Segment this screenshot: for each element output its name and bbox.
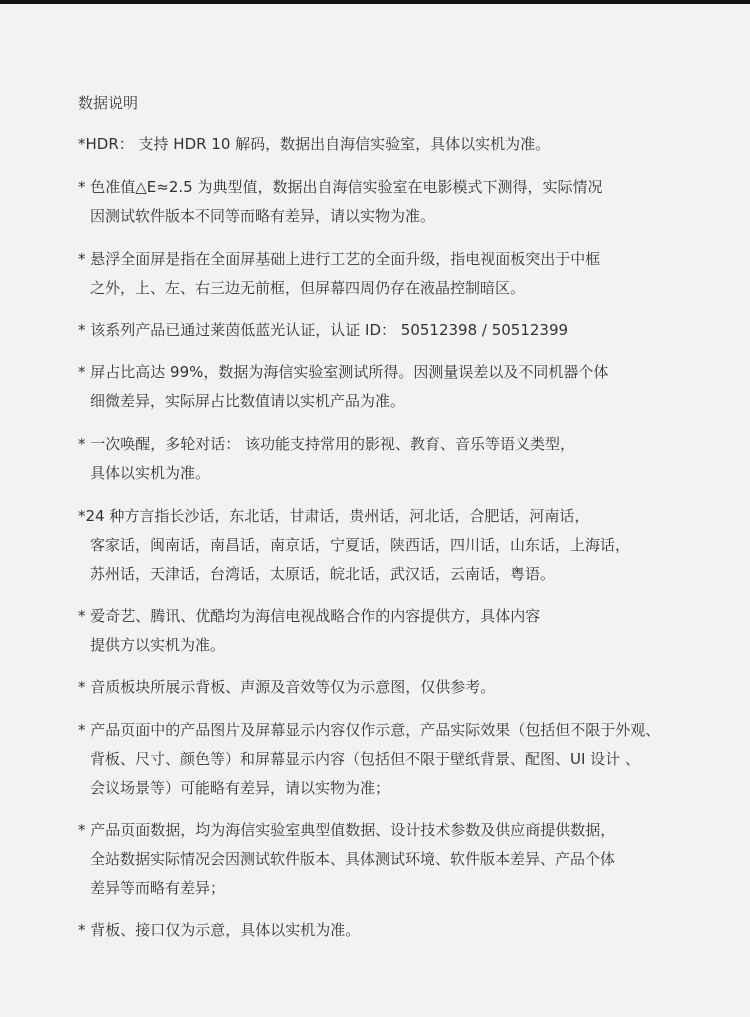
top-border (0, 0, 750, 4)
note-line: * 屏占比高达 99%，数据为海信实验室测试所得。因测量误差以及不同机器个体 (78, 363, 609, 381)
note-line: 客家话，闽南话，南昌话，南京话，宁夏话，陕西话，四川话，山东话，上海话， (90, 536, 631, 554)
note-item (78, 602, 540, 660)
note-line: * 产品页面中的产品图片及屏幕显示内容仅作示意，产品实际效果（包括但不限于外观、 (78, 721, 661, 739)
note-item (78, 245, 600, 303)
note-line: *24 种方言指长沙话，东北话，甘肃话，贵州话，河北话，合肥话，河南话， (78, 507, 590, 525)
note-line: 之外，上、左、右三边无前框，但屏幕四周仍存在液晶控制暗区。 (90, 279, 526, 297)
note-line: 全站数据实际情况会因测试软件版本、具体测试环境、软件版本差异、产品个体 (90, 850, 616, 868)
note-line: * 悬浮全面屏是指在全面屏基础上进行工艺的全面升级，指电视面板突出于中框 (78, 250, 601, 268)
note-item (78, 673, 495, 702)
note-line: 差异等而略有差异； (90, 879, 226, 897)
note-line: 苏州话，天津话，台湾话，太原话，皖北话，武汉话，云南话，粤语。 (90, 565, 556, 583)
note-line: * 背板、接口仅为示意，具体以实机为准。 (78, 921, 361, 939)
note-item (78, 173, 602, 231)
note-line: 细微差异，实际屏占比数值请以实机产品为准。 (90, 392, 406, 410)
note-line: 因测试软件版本不同等而略有差异，请以实物为准。 (90, 207, 436, 225)
note-line: * 该系列产品已通过莱茵低蓝光认证，认证 ID： 50512398 / 50512399 (78, 321, 569, 339)
note-line: * 音质板块所展示背板、声源及音效等仅为示意图，仅供参考。 (78, 678, 496, 696)
note-line: * 色准值△E≈2.5 为典型值，数据出自海信实验室在电影模式下测得，实际情况 (78, 178, 603, 196)
note-line: 背板、尺寸、颜色等）和屏幕显示内容（包括但不限于壁纸背景、配图、UI 设计 、 (90, 750, 640, 768)
note-line: *HDR： 支持 HDR 10 解码，数据出自海信实验室，具体以实机为准。 (78, 135, 551, 153)
note-item (78, 358, 608, 416)
note-line: 具体以实机为准。 (90, 464, 211, 482)
note-item (78, 716, 660, 803)
note-item (78, 316, 568, 345)
note-item (78, 430, 575, 488)
page-title: 数据说明 (78, 94, 139, 112)
note-line: * 爱奇艺、腾讯、优酷均为海信电视战略合作的内容提供方，具体内容 (78, 607, 541, 625)
note-item (78, 816, 615, 903)
note-item (78, 502, 630, 589)
note-line: * 一次唤醒，多轮对话： 该功能支持常用的影视、教育、音乐等语义类型， (78, 435, 576, 453)
note-line: 提供方以实机为准。 (90, 636, 226, 654)
note-item (78, 130, 550, 159)
note-line: 会议场景等）可能略有差异，请以实物为准； (90, 779, 391, 797)
note-item (78, 916, 360, 945)
note-line: * 产品页面数据，均为海信实验室典型值数据、设计技术参数及供应商提供数据， (78, 821, 616, 839)
